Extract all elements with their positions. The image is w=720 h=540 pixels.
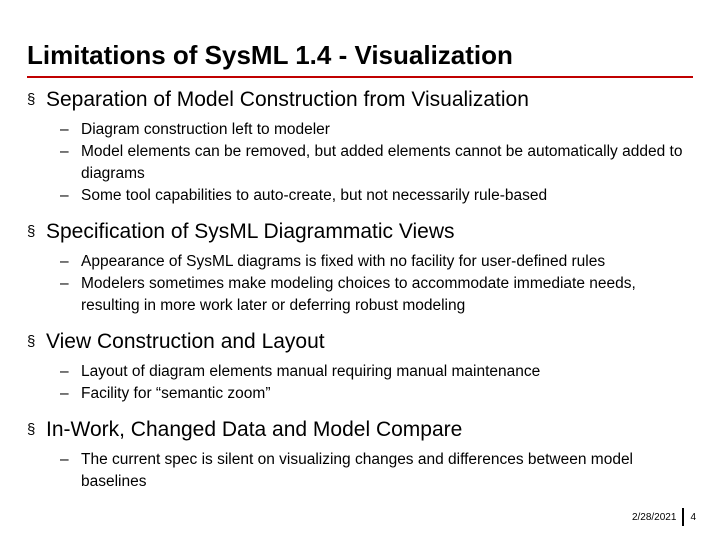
bullet-text: Specification of SysML Diagrammatic Views bbox=[46, 220, 455, 243]
square-bullet-icon: § bbox=[27, 91, 36, 108]
sub-bullet-text: Modelers sometimes make modeling choices to accommodate immediate needs, resulting in more work later or deferring robust modeling bbox=[81, 275, 636, 314]
bullet-text: View Construction and Layout bbox=[46, 330, 325, 353]
bullet-item bbox=[27, 87, 697, 207]
sub-bullet-item bbox=[54, 251, 697, 273]
page-number: 4 bbox=[690, 511, 696, 523]
dash-bullet-icon: – bbox=[60, 363, 69, 380]
sub-bullet-list bbox=[46, 119, 697, 207]
dash-bullet-icon: – bbox=[60, 187, 69, 204]
slide-footer bbox=[632, 508, 696, 526]
sub-bullet-list bbox=[46, 251, 697, 317]
sub-bullet-item bbox=[54, 119, 697, 141]
footer-separator bbox=[682, 508, 684, 526]
sub-bullet-item bbox=[54, 141, 697, 185]
sub-bullet-text: Facility for “semantic zoom” bbox=[81, 385, 271, 402]
sub-bullet-text: Some tool capabilities to auto-create, but not necessarily rule-based bbox=[81, 187, 548, 204]
dash-bullet-icon: – bbox=[60, 253, 69, 270]
slide-body bbox=[27, 87, 697, 493]
bullet-text: In-Work, Changed Data and Model Compare bbox=[46, 418, 463, 441]
square-bullet-icon: § bbox=[27, 421, 36, 438]
sub-bullet-item bbox=[54, 273, 697, 317]
sub-bullet-text: The current spec is silent on visualizing changes and differences between model baselines bbox=[81, 451, 634, 490]
sub-bullet-item bbox=[54, 449, 697, 493]
bullet-item bbox=[27, 219, 697, 317]
dash-bullet-icon: – bbox=[60, 121, 69, 138]
sub-bullet-text: Appearance of SysML diagrams is fixed with no facility for user-defined rules bbox=[81, 253, 606, 270]
sub-bullet-item bbox=[54, 185, 697, 207]
sub-bullet-text: Layout of diagram elements manual requiring manual maintenance bbox=[81, 363, 541, 380]
bullet-item bbox=[27, 329, 697, 405]
sub-bullet-list bbox=[46, 361, 697, 405]
bullet-text: Separation of Model Construction from Visualization bbox=[46, 88, 529, 111]
dash-bullet-icon: – bbox=[60, 275, 69, 292]
sub-bullet-text: Model elements can be removed, but added elements cannot be automatically added to diagrams bbox=[81, 143, 683, 182]
sub-bullet-list bbox=[46, 449, 697, 493]
bullet-item bbox=[27, 417, 697, 493]
footer-date: 2/28/2021 bbox=[631, 511, 677, 523]
sub-bullet-text: Diagram construction left to modeler bbox=[81, 121, 330, 138]
title-divider bbox=[27, 76, 693, 78]
square-bullet-icon: § bbox=[27, 223, 36, 240]
sub-bullet-item bbox=[54, 383, 697, 405]
sub-bullet-item bbox=[54, 361, 697, 383]
square-bullet-icon: § bbox=[27, 333, 36, 350]
dash-bullet-icon: – bbox=[60, 385, 69, 402]
slide-title: Limitations of SysML 1.4 - Visualization bbox=[27, 40, 513, 70]
dash-bullet-icon: – bbox=[60, 451, 69, 468]
dash-bullet-icon: – bbox=[60, 143, 69, 160]
